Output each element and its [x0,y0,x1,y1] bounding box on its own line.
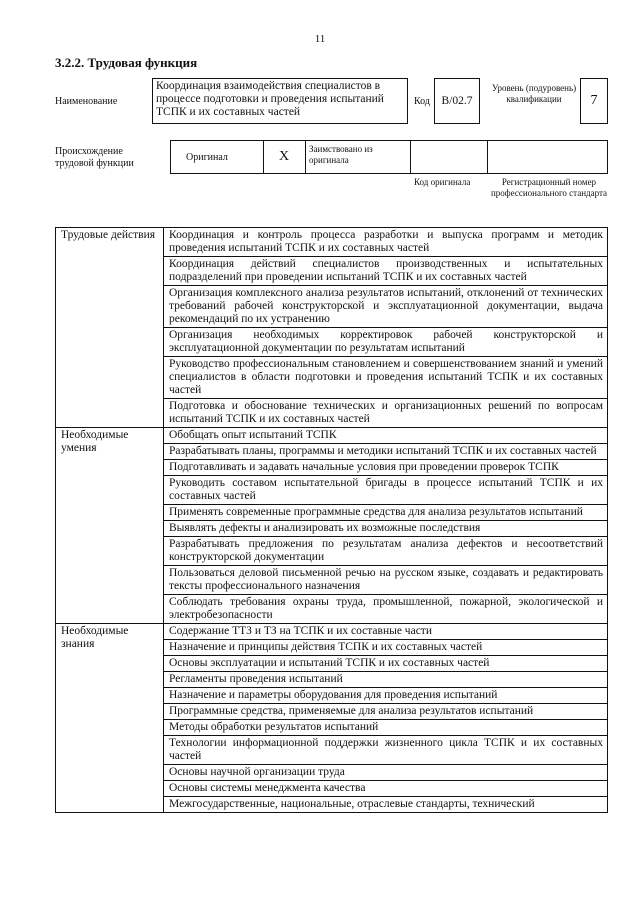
section-item: Подготавливать и задавать начальные условия при проведении проверок ТСПК [164,460,608,476]
section-item: Руководить составом испытательной бригады в процессе испытаний ТСПК и их составных частей [164,476,608,505]
section-item: Разрабатывать предложения по результатам анализа дефектов и несоответствий конструкторской документации [164,537,608,566]
section-item: Выявлять дефекты и анализировать их возможные последствия [164,521,608,537]
page-number: 11 [314,33,326,45]
section-item: Методы обработки результатов испытаний [164,720,608,736]
section-item: Обобщать опыт испытаний ТСПК [164,428,608,444]
table-row [56,428,608,444]
section-item: Регламенты проведения испытаний [164,672,608,688]
section-label: Необходимые знания [56,624,164,813]
section-item: Организация необходимых корректировок рабочей конструкторской и эксплуатационной документации по результатам испытаний [164,328,608,357]
origin-label: Происхождение трудовой функции [55,146,134,169]
section-item: Соблюдать требования охраны труда, промышленной, пожарной, экологической и электробезопасности [164,595,608,624]
origin-divider [305,140,306,174]
level-box [580,78,608,124]
section-item: Основы системы менеджмента качества [164,781,608,797]
origin-divider [410,140,411,174]
function-details-table [55,227,608,813]
section-item: Программные средства, применяемые для анализа результатов испытаний [164,704,608,720]
code-box [434,78,480,124]
table-row [56,228,608,257]
section-item: Основы эксплуатации и испытаний ТСПК и их составных частей [164,656,608,672]
original-mark: X [278,149,290,164]
function-name-box [152,78,408,124]
section-label: Трудовые действия [56,228,164,428]
section-title: 3.2.2. Трудовая функция [55,55,198,70]
section-item: Назначение и параметры оборудования для проведения испытаний [164,688,608,704]
code-label: Код [414,96,430,107]
section-item: Разрабатывать планы, программы и методики испытаний ТСПК и их составных частей [164,444,608,460]
section-item: Технологии информационной поддержки жизненного цикла ТСПК и их составных частей [164,736,608,765]
name-label: Наименование [55,96,118,107]
section-item: Применять современные программные средства для анализа результатов испытаний [164,505,608,521]
reg-number-caption: Регистрационный номер профессионального стандарта [490,177,608,198]
section-item: Организация комплексного анализа результатов испытаний, отклонений от технических требований рабочей конструкторской и эксплуатационной документации, выдача рекомендаций по их устранению [164,286,608,328]
level-value: 7 [590,93,598,108]
original-label: Оригинал [186,152,228,163]
level-label: Уровень (подуровень) квалификации [491,83,577,104]
section-item: Руководство профессиональным становлением и совершенствованием знаний и умений специалистов в области подготовки и проведения испытаний ТСПК и их составных частей [164,357,608,399]
section-item: Межгосударственные, национальные, отраслевые стандарты, технический [164,797,608,813]
borrowed-label: Заимствовано из оригинала [309,144,373,165]
section-item: Координация и контроль процесса разработки и выпуска программ и методик проведения испытаний ТСПК и их составных частей [164,228,608,257]
origin-divider [487,140,488,174]
section-label: Необходимые умения [56,428,164,624]
section-item: Подготовка и обоснование технических и организационных решений по вопросам испытаний ТСПК и их составных частей [164,399,608,428]
section-item: Основы научной организации труда [164,765,608,781]
section-item: Содержание ТТЗ и ТЗ на ТСПК и их составные части [164,624,608,640]
section-item: Координация действий специалистов производственных и испытательных подразделений при проведении испытаний ТСПК и их составных частей [164,257,608,286]
section-item: Назначение и принципы действия ТСПК и их составных частей [164,640,608,656]
table-row [56,624,608,640]
code-value: B/02.7 [441,95,473,107]
function-name: Координация взаимодействия специалистов в процессе подготовки и проведения испытаний ТСПК и их составных частей [156,80,384,118]
code-original-caption: Код оригинала [414,177,471,187]
section-item: Пользоваться деловой письменной речью на русском языке, создавать и редактировать тексты профессионального назначения [164,566,608,595]
